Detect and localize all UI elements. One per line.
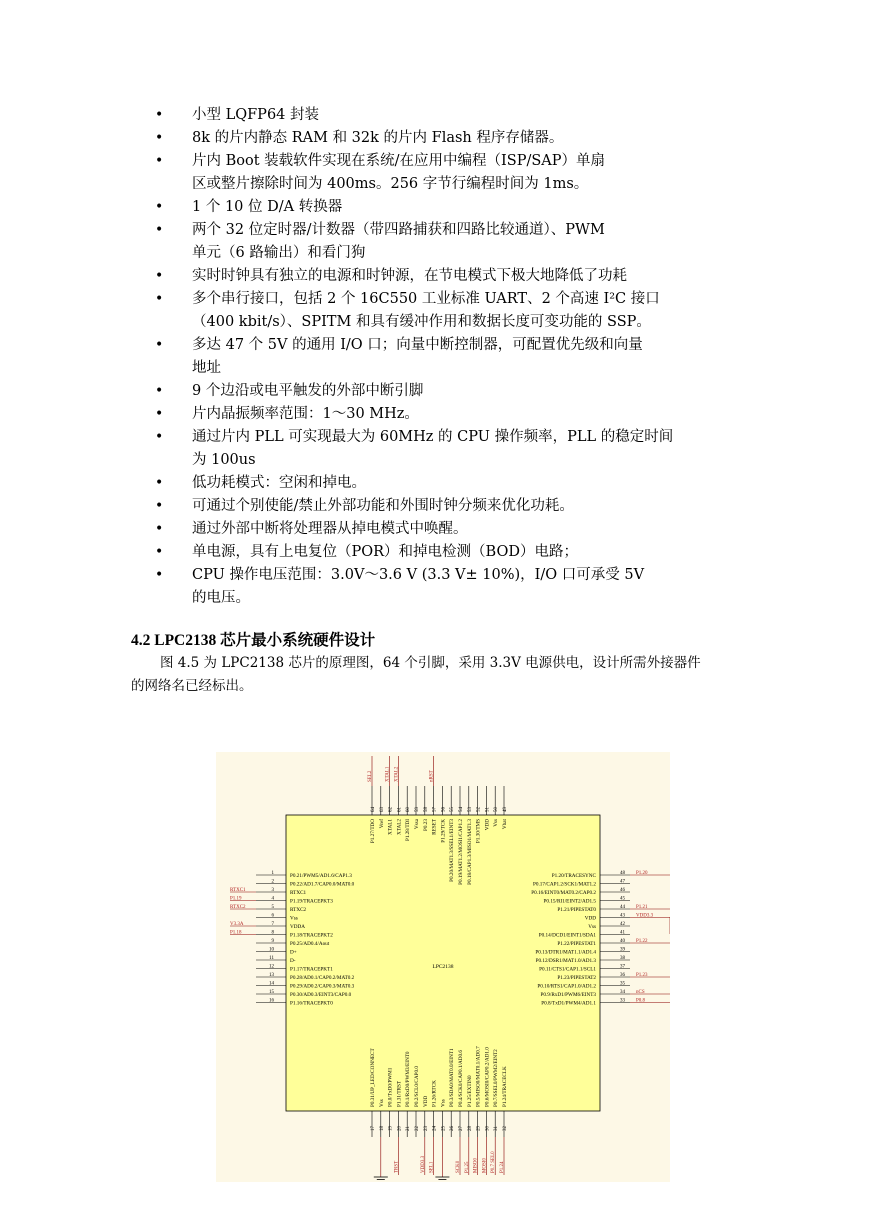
paragraph-line: 图 4.5 为 LPC2138 芯片的原理图，64 个引脚，采用 3.3V 电源供电，设计所需外接器件 [160, 655, 701, 671]
bullet-text-line: 为 100us [192, 452, 256, 468]
bullet-text-line: 通过外部中断将处理器从掉电模式中唤醒。 [192, 521, 468, 537]
right-pin-number: 46 [620, 888, 625, 893]
bullet-dot-icon: • [155, 544, 164, 560]
section-heading: 4.2 LPC2138 芯片最小系统硬件设计 [131, 632, 376, 649]
top-pin-number: 63 [379, 807, 385, 812]
bullet-dot-icon: • [155, 107, 164, 123]
right-pin-name: P1.23/PIPESTAT2 [557, 975, 596, 981]
top-pin-name: Vssa [414, 819, 420, 830]
bullet-text-line: 1 个 10 位 D/A 转换器 [192, 199, 343, 215]
bullet-dot-icon: • [155, 475, 164, 491]
top-pin-name: XTAL2 [396, 819, 403, 836]
bottom-pin-number: 20 [397, 1126, 403, 1131]
bullet-dot-icon: • [155, 383, 164, 399]
bullet-item [155, 564, 745, 610]
top-pin-number: 58 [423, 807, 429, 812]
right-pin-number: 47 [620, 879, 625, 885]
bottom-pin-number: 22 [415, 1126, 420, 1131]
bottom-pin-number: 23 [423, 1126, 429, 1131]
right-pin-number: 48 [620, 871, 625, 876]
bottom-pin-name: P0.6/MOSI0/CAP0.2/AD1.0 [484, 1047, 491, 1107]
left-pin-number: 10 [269, 947, 274, 953]
left-pin-number: 16 [269, 998, 274, 1004]
bullet-item [155, 403, 745, 426]
top-pin-name: P0.20/MAT1.3/SSEL1/EINT3 [449, 819, 456, 882]
left-pin-name: P1.19/TRACEPKT3 [290, 898, 333, 905]
top-pin-number: 62 [388, 807, 394, 812]
left-pin-name: D+ [290, 949, 297, 956]
left-pin-number: 9 [271, 939, 274, 944]
top-pin-name: XTAL1 [387, 819, 394, 836]
bottom-pin-name: P1.31/TRST [396, 1080, 403, 1107]
left-net-label: P1.19 [230, 896, 242, 902]
bottom-pin-number: 28 [467, 1126, 473, 1131]
left-pin-number: 1 [271, 871, 274, 876]
top-pin-name: RESET [431, 819, 438, 835]
right-pin-number: 41 [620, 930, 625, 936]
right-pin-name: P0.11/CTS1/CAP1.1/SCL1 [539, 966, 596, 973]
right-pin-number: 35 [620, 981, 625, 987]
top-pin-number: 60 [406, 807, 412, 812]
left-pin-name: P0.30/AD0.3/EINT3/CAP0.0 [290, 992, 352, 998]
top-pin-name: P0.19/MAT1.2/MOSI1/CAP1.2 [458, 819, 464, 885]
bullet-item [155, 104, 745, 127]
top-pin-number: 57 [432, 807, 438, 812]
right-pin-number: 45 [620, 896, 625, 902]
left-pin-name: P0.29/AD0.2/CAP0.3/MAT0.3 [290, 983, 355, 990]
right-pin-number: 36 [620, 973, 625, 978]
bullet-text-line: 区或整片擦除时间为 400ms。256 字节行编程时间为 1ms。 [192, 176, 589, 192]
right-pin-number: 34 [620, 990, 625, 995]
bottom-pin-number: 31 [494, 1126, 500, 1131]
bullet-dot-icon: • [155, 153, 164, 169]
right-pin-name: P0.17/CAP1.2/SCK1/MAT1.2 [533, 881, 596, 888]
left-net-label: V3.3A [230, 922, 244, 927]
top-pin-name: P1.27/TDO [370, 819, 376, 844]
bullet-text-line: 8k 的片内静态 RAM 和 32k 的片内 Flash 程序存储器。 [192, 130, 564, 146]
bullet-text-line: 片内晶振频率范围：1～30 MHz。 [192, 406, 419, 422]
bottom-net-label: TRST [394, 1160, 400, 1173]
bottom-pin-number: 17 [371, 1126, 376, 1131]
right-pin-name: P0.14/DCD1/EINT1/SDA1 [538, 932, 596, 939]
top-pin-name: P1.29/TCK [440, 819, 447, 843]
left-pin-number: 13 [269, 973, 274, 978]
left-pin-name: P0.21/PWM5/AD1.6/CAP1.3 [290, 873, 352, 879]
top-net-label: SEL2 [368, 770, 373, 782]
left-pin-name: RTXC1 [290, 890, 307, 896]
right-net-label: P1.22 [636, 939, 648, 944]
left-pin-name: P0.22/AD1.7/CAP0.0/MAT0.0 [290, 881, 355, 888]
left-pin-name: P1.17/TRACEPKT1 [290, 966, 333, 973]
bullet-item [155, 426, 745, 472]
top-pin-name: Vref [378, 819, 385, 829]
bottom-pin-name: Vss [378, 1099, 385, 1107]
bullet-item [155, 127, 745, 150]
bottom-pin-name: P1.24/TRACECLK [502, 1066, 508, 1107]
right-net-label: P1.21 [636, 905, 648, 910]
bottom-pin-name: P0.3/SDA0/MAT0.0/EINT1 [449, 1048, 456, 1107]
top-net-label: nRST [429, 770, 435, 782]
bottom-pin-number: 29 [476, 1126, 482, 1131]
right-pin-name: P0.10/RTS1/CAP1.0/AD1.2 [537, 983, 596, 990]
top-pin-number: 52 [476, 807, 482, 812]
bullet-dot-icon: • [155, 222, 164, 238]
left-pin-number: 11 [269, 956, 274, 961]
bottom-pin-name: P0.7/SSEL0/PWM2/EINT2 [493, 1049, 500, 1107]
left-pin-number: 8 [271, 930, 274, 936]
bottom-pin-number: 32 [503, 1126, 508, 1131]
right-pin-number: 40 [620, 939, 625, 944]
right-net-label: P1.23 [636, 973, 648, 978]
bullet-text-line: 可通过个别使能/禁止外部功能和外围时钟分频来优化功耗。 [192, 498, 574, 514]
top-pin-number: 59 [415, 807, 420, 812]
top-net-label: XTAL1 [385, 766, 391, 782]
bullet-text-line: 的电压。 [192, 590, 250, 606]
right-pin-name: P0.12/DSR1/MAT1.0/AD1.3 [535, 958, 596, 964]
bottom-net-label: P0.7 SEL0 [491, 1151, 497, 1173]
right-pin-name: P0.13/DTR1/MAT1.1/AD1.4 [535, 949, 596, 956]
left-net-label: P1.18 [230, 930, 242, 936]
top-pin-number: 49 [503, 807, 508, 812]
bottom-pin-name: P0.4/SCK0/CAP0.1/AD0.6 [458, 1050, 464, 1107]
bullet-item [155, 541, 745, 564]
top-pin-name: P0.18/CAP1.3/MISO1/MAT1.3 [466, 819, 473, 885]
top-pin-name: VDD [484, 819, 491, 831]
bullet-text-line: 实时时钟具有独立的电源和时钟源，在节电模式下极大地降低了功耗 [192, 268, 627, 284]
top-pin-number: 54 [459, 807, 464, 812]
bullet-text-line: （400 kbit/s）、SPITM 和具有缓冲作用和数据长度可变功能的 SSP。 [192, 314, 651, 330]
bullet-text-line: 低功耗模式：空闲和掉电。 [192, 475, 366, 491]
bottom-pin-number: 25 [441, 1126, 447, 1131]
top-pin-name: Vbat [502, 819, 508, 830]
bottom-pin-name: Vss [440, 1099, 447, 1107]
right-pin-number: 37 [620, 964, 625, 970]
top-pin-name: P1.28/TDI [405, 819, 412, 842]
paragraph-line: 的网络名已经标出。 [131, 678, 253, 694]
bullet-dot-icon: • [155, 268, 164, 284]
bullet-dot-icon: • [155, 130, 164, 146]
bullet-dot-icon: • [155, 498, 164, 514]
bullet-text-line: 多个串行接口，包括 2 个 16C550 工业标准 UART、2 个高速 I²C 接口 [192, 291, 660, 307]
bottom-pin-name: P1.25/EXTIN0 [466, 1075, 473, 1107]
bottom-pin-name: P0.31/UP_LED/CONNECT [370, 1048, 376, 1107]
right-pin-name: Vss [588, 924, 596, 930]
bottom-net-label: MISO0 [473, 1157, 479, 1173]
bottom-pin-name: P0.1/RxD0/PWM3/EINT0 [405, 1051, 412, 1107]
left-pin-number: 15 [269, 990, 274, 995]
section-paragraph [131, 652, 751, 698]
right-net-label: P1.20 [636, 871, 648, 876]
left-pin-name: RTXC2 [290, 907, 307, 913]
right-net-label: P0.8 [636, 998, 646, 1004]
top-pin-number: 55 [450, 807, 456, 812]
bottom-pin-number: 27 [459, 1126, 464, 1131]
bullet-text-line: 9 个边沿或电平触发的外部中断引脚 [192, 383, 424, 399]
bottom-pin-name: P0.5/MISO0/MAT0.1/AD0.7 [475, 1046, 482, 1107]
bottom-pin-name: P1.26/RTCK [431, 1080, 438, 1107]
right-pin-number: 33 [620, 998, 625, 1004]
bottom-net-label: VDD3.3 [420, 1155, 426, 1173]
bullet-text-line: 单元（6 路输出）和看门狗 [192, 245, 366, 261]
bullet-dot-icon: • [155, 291, 164, 307]
right-net-label: VDD3.3 [636, 913, 654, 919]
top-pin-number: 61 [397, 807, 403, 812]
bottom-pin-name: VDD [422, 1095, 429, 1107]
right-pin-number: 42 [620, 922, 625, 927]
bottom-pin-number: 18 [379, 1126, 385, 1131]
bottom-pin-name: P0.0/TxD0/PWM1 [387, 1067, 394, 1107]
right-pin-number: 43 [620, 913, 625, 919]
bottom-pin-number: 19 [388, 1126, 394, 1131]
bullet-text-line: 单电源，具有上电复位（POR）和掉电检测（BOD）电路； [192, 544, 578, 560]
left-pin-number: 12 [269, 964, 274, 970]
left-pin-name: P0.28/AD0.1/CAP0.2/MAT0.2 [290, 975, 355, 981]
left-pin-number: 3 [271, 888, 274, 893]
right-net-label: nCS [636, 990, 645, 995]
bottom-pin-name: P0.2/SCL0/CAP0.0 [414, 1066, 420, 1107]
left-pin-name: P0.25/AD0.4/Aout [290, 941, 330, 947]
lpc2138-schematic-figure [216, 752, 670, 1182]
top-pin-number: 51 [485, 807, 491, 812]
top-pin-number: 53 [467, 807, 473, 812]
bullet-item [155, 150, 745, 196]
top-net-label: XTAL2 [394, 766, 400, 782]
bullet-text-line: 小型 LQFP64 封装 [192, 107, 320, 123]
bullet-dot-icon: • [155, 429, 164, 445]
right-pin-number: 39 [620, 947, 625, 953]
right-pin-name: P1.21/PIPESTAT0 [557, 907, 596, 913]
bullet-text-line: 片内 Boot 装载软件实现在系统/在应用中编程（ISP/SAP）单扇 [192, 153, 606, 169]
left-pin-number: 5 [271, 905, 274, 910]
right-pin-name: P1.22/PIPESTAT1 [557, 941, 596, 947]
bottom-net-label: P1.25 [464, 1161, 470, 1173]
left-net-label: RTXC2 [230, 905, 246, 910]
top-pin-name: P1.30/TMS [475, 819, 482, 844]
left-pin-name: D- [290, 958, 296, 964]
left-pin-number: 7 [271, 922, 274, 927]
right-pin-name: P0.8/TxD1/PWM4/AD1.1 [541, 1000, 596, 1007]
right-pin-number: 38 [620, 956, 625, 961]
right-pin-name: P1.20/TRACESYNC [551, 873, 596, 879]
left-pin-name: VDDA [290, 924, 305, 930]
feature-bullet-list [155, 104, 745, 610]
left-pin-number: 4 [271, 896, 274, 902]
left-pin-name: P1.16/TRACEPKT0 [290, 1000, 333, 1007]
bullet-dot-icon: • [155, 567, 164, 583]
top-pin-number: 64 [371, 807, 376, 812]
bullet-dot-icon: • [155, 406, 164, 422]
bullet-dot-icon: • [155, 199, 164, 215]
top-pin-number: 56 [441, 807, 447, 812]
bullet-text-line: 两个 32 位定时器/计数器（带四路捕获和四路比较通道）、PWM [192, 222, 605, 238]
bottom-net-label: MOSI0 [482, 1157, 488, 1173]
right-pin-name: VDD [584, 915, 596, 922]
bullet-item [155, 518, 745, 541]
left-pin-number: 2 [271, 879, 274, 885]
bullet-text-line: 地址 [192, 360, 221, 376]
bullet-item [155, 472, 745, 495]
right-pin-name: P0.15/RI1/EINT2/AD1.5 [543, 898, 596, 905]
right-pin-number: 44 [620, 905, 625, 910]
top-pin-name: Vss [493, 819, 500, 827]
bullet-item [155, 380, 745, 403]
left-net-label: RTXC1 [230, 888, 246, 893]
bottom-net-label: SCK0 [456, 1160, 461, 1173]
chip-name-label: LPC2138 [432, 964, 454, 970]
top-pin-name: P0.23 [422, 819, 429, 831]
top-pin-number: 50 [494, 807, 500, 812]
bullet-dot-icon: • [155, 337, 164, 353]
bottom-pin-number: 21 [406, 1126, 412, 1131]
left-pin-number: 14 [269, 981, 274, 987]
bullet-text-line: CPU 操作电压范围：3.0V～3.6 V (3.3 V± 10%)，I/O 口可承受 5V [192, 567, 645, 583]
bullet-item [155, 495, 745, 518]
bullet-item [155, 265, 745, 288]
bullet-item [155, 196, 745, 219]
bullet-item [155, 288, 745, 334]
bullet-item [155, 334, 745, 380]
left-pin-name: Vss [290, 915, 298, 922]
bullet-item [155, 219, 745, 265]
bullet-text-line: 通过片内 PLL 可实现最大为 60MHz 的 CPU 操作频率，PLL 的稳定时间 [192, 429, 674, 445]
bottom-pin-number: 24 [432, 1126, 438, 1131]
bullet-dot-icon: • [155, 521, 164, 537]
right-pin-name: P0.9/RxD1/PWM6/EINT3 [540, 992, 596, 998]
bottom-net-label: P1.24 [500, 1161, 505, 1173]
bottom-net-label: SEL1 [429, 1161, 435, 1173]
left-pin-name: P1.18/TRACEPKT2 [290, 932, 333, 939]
left-pin-number: 6 [271, 913, 274, 919]
bottom-pin-number: 26 [450, 1126, 456, 1131]
bullet-text-line: 多达 47 个 5V 的通用 I/O 口；向量中断控制器，可配置优先级和向量 [192, 337, 643, 353]
bottom-pin-number: 30 [485, 1126, 491, 1131]
right-pin-name: P0.16/EINT0/MAT0.2/CAP0.2 [531, 890, 596, 896]
